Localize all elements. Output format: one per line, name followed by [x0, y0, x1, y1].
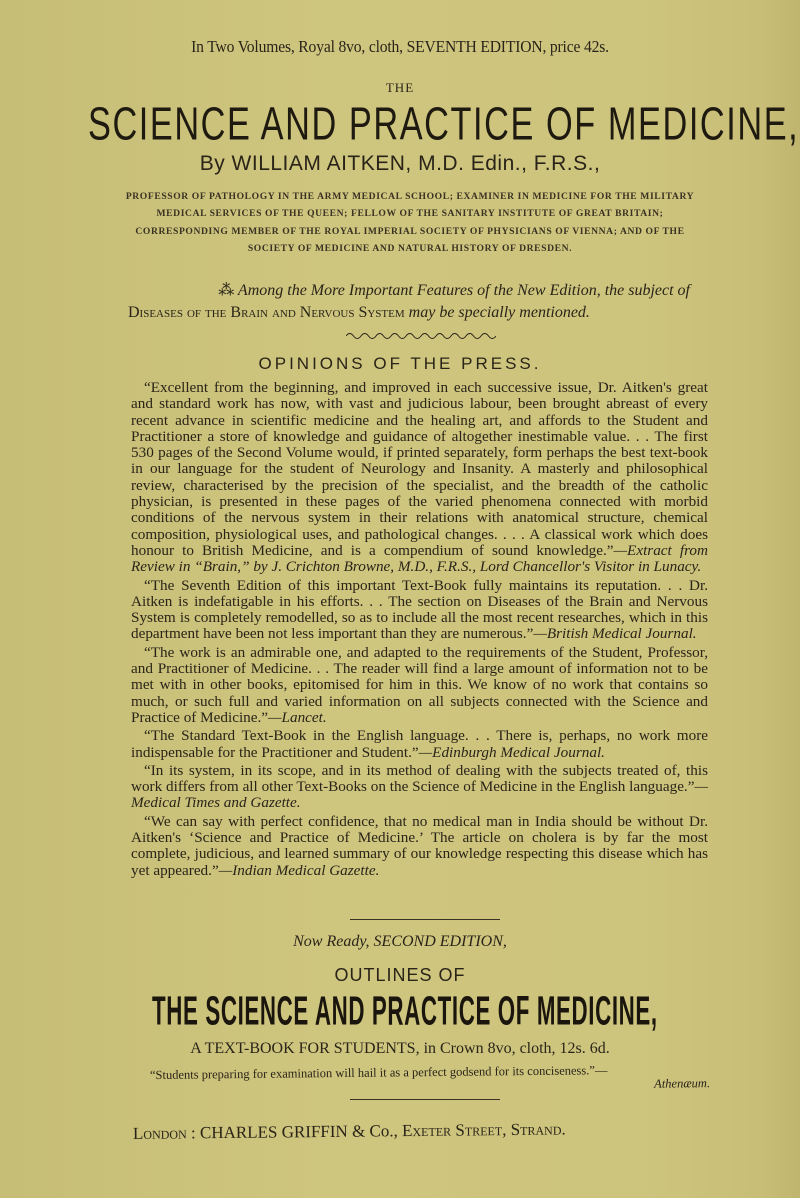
second-subtitle: A TEXT-BOOK FOR STUDENTS, in Crown 8vo, cloth, 12s. 6d.	[190, 1040, 610, 1057]
now-ready-line: Now Ready, SECOND EDITION,	[293, 933, 507, 950]
review-item	[131, 814, 708, 879]
main-title: SCIENCE AND PRACTICE OF MEDICINE,	[88, 98, 800, 151]
divider-rule	[350, 919, 500, 920]
features-subject: Diseases of the Brain and Nervous System	[128, 304, 405, 321]
athenaeum-quote	[150, 1062, 710, 1096]
outlines-heading: OUTLINES OF	[334, 965, 466, 985]
quote-text: “Students preparing for examination will hail it as a perfect godsend for its conciseness.”—	[149, 1063, 608, 1082]
author-line: By WILLIAM AITKEN, M.D. Edin., F.R.S.,	[199, 152, 601, 175]
review-text: “The Seventh Edition of this important Text-Book fully maintains its reputation. . . Dr. Aitken is indefatigable in his efforts. . . The section on Diseases of the Brain and Nervous System is completely remodelled, so as to include all the most recent researches, which in this department have been not less important than they are numerous.”	[131, 576, 708, 643]
author-credentials: PROFESSOR OF PATHOLOGY IN THE ARMY MEDICAL SCHOOL; EXAMINER IN MEDICINE FOR THE MILITARY MEDICAL SERVICES OF THE QUEEN; FELLOW OF THE SANITARY INSTITUTE OF GREAT BRITAIN; CORRESPONDING MEMBER OF THE ROYAL IMPERIAL SOCIETY OF PHYSICIANS OF VIENNA; AND OF THE SOCIETY OF MEDICINE AND NATURAL HISTORY OF DRESDEN.	[125, 191, 695, 254]
features-note	[128, 280, 708, 324]
features-tail: may be specially mentioned.	[408, 304, 590, 321]
footer-publisher: CHARLES GRIFFIN & Co.,	[199, 1121, 398, 1143]
publisher-footer: London : CHARLES GRIFFIN & Co., Exeter Street, Strand.	[132, 1119, 566, 1143]
title-article: THE	[385, 80, 415, 95]
review-item	[131, 728, 708, 761]
review-item	[131, 645, 708, 726]
review-source: —Lancet.	[268, 708, 327, 726]
opinions-heading: OPINIONS OF THE PRESS.	[258, 354, 542, 373]
review-text: “Excellent from the beginning, and improved in each successive issue, Dr. Aitken's great and standard work has now, with vast and judicious labour, been brought abreast of every recent advance in scientific medicine and the healing art, and affords to the Student and Practitioner a store of knowledge and guidance of altogether inestimable value. . . The first 530 pages of the Second Volume would, if printed separately, form perhaps the best text-book in our language for the student of Neurology and Insanity. A masterly and philosophical review, characterised by the precision of the specialist, and the breadth of the catholic physician, is presented in these pages of the varied phenomena connected with morbid conditions of the nervous system in their relations with anatomical structure, chemical composition, physiological uses, and pathological changes. . . . A classical work which does honour to British Medicine, and is a compendium of sound knowledge.”	[131, 379, 708, 559]
review-item	[131, 578, 708, 643]
features-lead: Among the More Important Features of the New Edition, the subject of	[237, 282, 690, 299]
review-source: —Extract from Review in “Brain,” by J. Crichton Browne, M.D., F.R.S., Lord Chancellor's Visitor in Lunacy.	[131, 541, 708, 576]
review-text: “We can say with perfect confidence, that no medical man in India should be without Dr. Aitken's ‘Science and Practice of Medicine.’ The article on cholera is by far the most complete, judicious, and learned summary of our knowledge respecting this disease which has yet appeared.”	[131, 812, 708, 879]
wavy-divider-icon	[346, 331, 496, 341]
review-source: —British Medical Journal.	[533, 625, 697, 643]
edition-line: In Two Volumes, Royal 8vo, cloth, SEVENTH EDITION, price 42s.	[191, 37, 609, 56]
review-source: —Indian Medical Gazette.	[218, 861, 380, 879]
second-title: THE SCIENCE AND PRACTICE OF MEDICINE,	[152, 987, 658, 1034]
review-source: —Medical Times and Gazette.	[131, 778, 708, 812]
review-text: “The Standard Text-Book in the English language. . . There is, perhaps, no work more indispensable for the Practitioner and Student.”	[131, 727, 708, 761]
quote-source: Athenæum.	[654, 1076, 711, 1091]
footer-city: London	[132, 1123, 187, 1143]
footer-address: Exeter Street, Strand.	[401, 1119, 566, 1141]
divider-rule	[350, 1099, 500, 1100]
review-text: “The work is an admirable one, and adapted to the requirements of the Student, Professor, and Practitioner of Medicine. . . The reader will find a large amount of information not to be met with in other books, epitomised for him in this. We know of no work that contains so much, or such full and varied information on all subjects connected with the Science and Practice of Medicine.”	[131, 643, 708, 726]
asterism-icon: ⁂	[218, 282, 235, 299]
review-item	[131, 380, 708, 576]
review-source: —Edinburgh Medical Journal.	[418, 743, 605, 761]
press-reviews	[131, 380, 708, 881]
review-text: “In its system, in its scope, and in its method of dealing with the subjects treated of, this work differs from all other Text-Books on the Science of Medicine in the English language.”	[131, 761, 708, 796]
review-item	[131, 763, 708, 812]
